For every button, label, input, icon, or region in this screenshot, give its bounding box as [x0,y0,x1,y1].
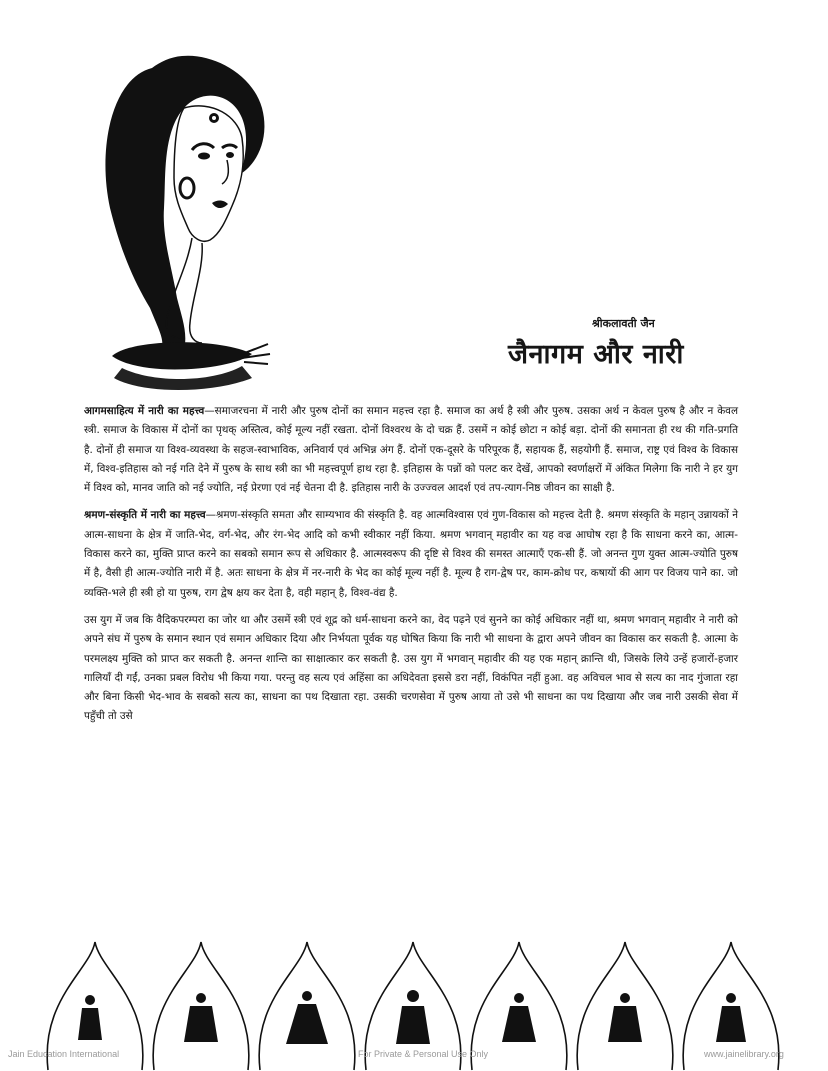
section-heading: श्रमण-संस्कृति में नारी का महत्त्व [84,509,206,522]
author-name: श्रीकलावती जैन [592,317,655,330]
paragraph-text: —श्रमण-संस्कृति समता और साम्यभाव की संस्कृति है. वह आत्मविश्वास एवं गुण-विकास को महत्त्व देती है. श्रमण संस्कृति के महान् उन्नायकों ने आत्म-साधना के क्षेत्र में जाति-भेद, वर्ग-भेद, और रंग-भेद आदि को कभी स्वीकार नहीं किया. श्रमण भगवान् महावीर का यह वज्र आघोष रहा है कि साधना करने का, आत्म-विकास करने का, मुक्ति प्राप्त करने का सबको समान रूप से अधिकार है. आत्मस्वरूप की दृष्टि से विश्व की समस्त आत्माएँ एक-सी हैं. जो अनन्त गुण युक्त आत्म-ज्योति पुरुष में है, वैसी ही आत्म-ज्योति नारी में है. अतः साधना के क्षेत्र में नर-नारी के भेद का कोई मूल्य नहीं है. मूल्य है राग-द्वेष पर, काम-क्रोध पर, कषायों की आग पर विजय पाने का. जो व्यक्ति-भले ही स्त्री हो या पुरुष, राग द्वेष क्षय कर देता है, वही महान् है, विश्व-वंद्य है. [84,509,739,599]
paragraph [84,611,738,727]
article-body [84,402,738,735]
footer-website: www.jainelibrary.org [704,1049,784,1059]
footer-publisher: Jain Education International [8,1049,120,1059]
section-heading: आगमसाहित्य में नारी का महत्त्व [84,405,205,417]
woman-portrait-illustration [92,38,272,398]
article-title: जैनागम और नारी [508,339,684,370]
paragraph-text: —समाजरचना में नारी और पुरुष दोनों का समान महत्त्व रहा है. समाज का अर्थ है स्त्री और पुरुष. उसका अर्थ न केवल पुरुष है और न केवल स्त्री. समाज के विकास में दोनों का पृथक् अस्तित्व, कोई मूल्य नहीं रखता. दोनों विश्वरथ के दो चक्र हैं. उसमें न कोई छोटा न कोई बड़ा. दोनों की समानता ही रथ की गति-प्रगति है. दोनों ही समाज या विश्व-व्यवस्था के सहज-स्वाभाविक, अनिवार्य एवं अभिन्न अंग हैं. दोनों एक-दूसरे के परिपूरक हैं, सहायक हैं, सहयोगी हैं. समाज, राष्ट्र एवं विश्व के विकास में, विश्व-इतिहास को नई गति देने में पुरुष के साथ स्त्री का भी महत्त्वपूर्ण हाथ रहा है. इतिहास के पन्नों को पलट कर देखें, आपको स्वर्णाक्षरों में अंकित मिलेगा कि नारी ने हर युग में विश्व को, मानव जाति को नई ज्योति, नई प्रेरणा एवं नई चेतना दी है. इतिहास नारी के उज्ज्वल आदर्श एवं तप-त्याग-निष्ठ जीवन का साक्षी है. [84,405,739,495]
paragraph [84,402,738,498]
footer-usage-note: For Private & Personal Use Only [358,1049,489,1059]
paragraph [84,506,738,602]
paragraph-text: उस युग में जब कि वैदिकपरम्परा का जोर था और उसमें स्त्री एवं शूद्र को धर्म-साधना करने का, वेद पढ़ने एवं सुनने का कोई अधिकार नहीं था, श्रमण भगवान् महावीर ने नारी को अपने संघ में पुरुष के समान स्थान एवं समान अधिकार दिया और निर्भयता पूर्वक यह घोषित किया कि नारी भी साधना के द्वारा अपने जीवन का विकास कर सकती है. आत्मा के परमलक्ष्य मुक्ति को प्राप्त कर सकती है. अनन्त शान्ति का साक्षात्कार कर सकती है. उस युग में भगवान् महावीर की यह एक महान् क्रान्ति थी, जिसके लिये उन्हें हजारों-हजार गालियाँ दी गईं, उनका प्रबल विरोध भी किया गया. परन्तु वह सत्य एवं अहिंसा का अधिदेवता इससे डरा नहीं, विकंपित नहीं हुआ. वह अविचल भाव से सत्य का नाद गुंजाता रहा और बिना किसी भेद-भाव के सबको सत्य का, साधना का पथ दिखाता रहा. उसकी चरणसेवा में पुरुष आया तो उसे भी साधना का पथ दिखाया और जब नारी उसकी सेवा में पहुँची तो उसे [84,613,738,723]
